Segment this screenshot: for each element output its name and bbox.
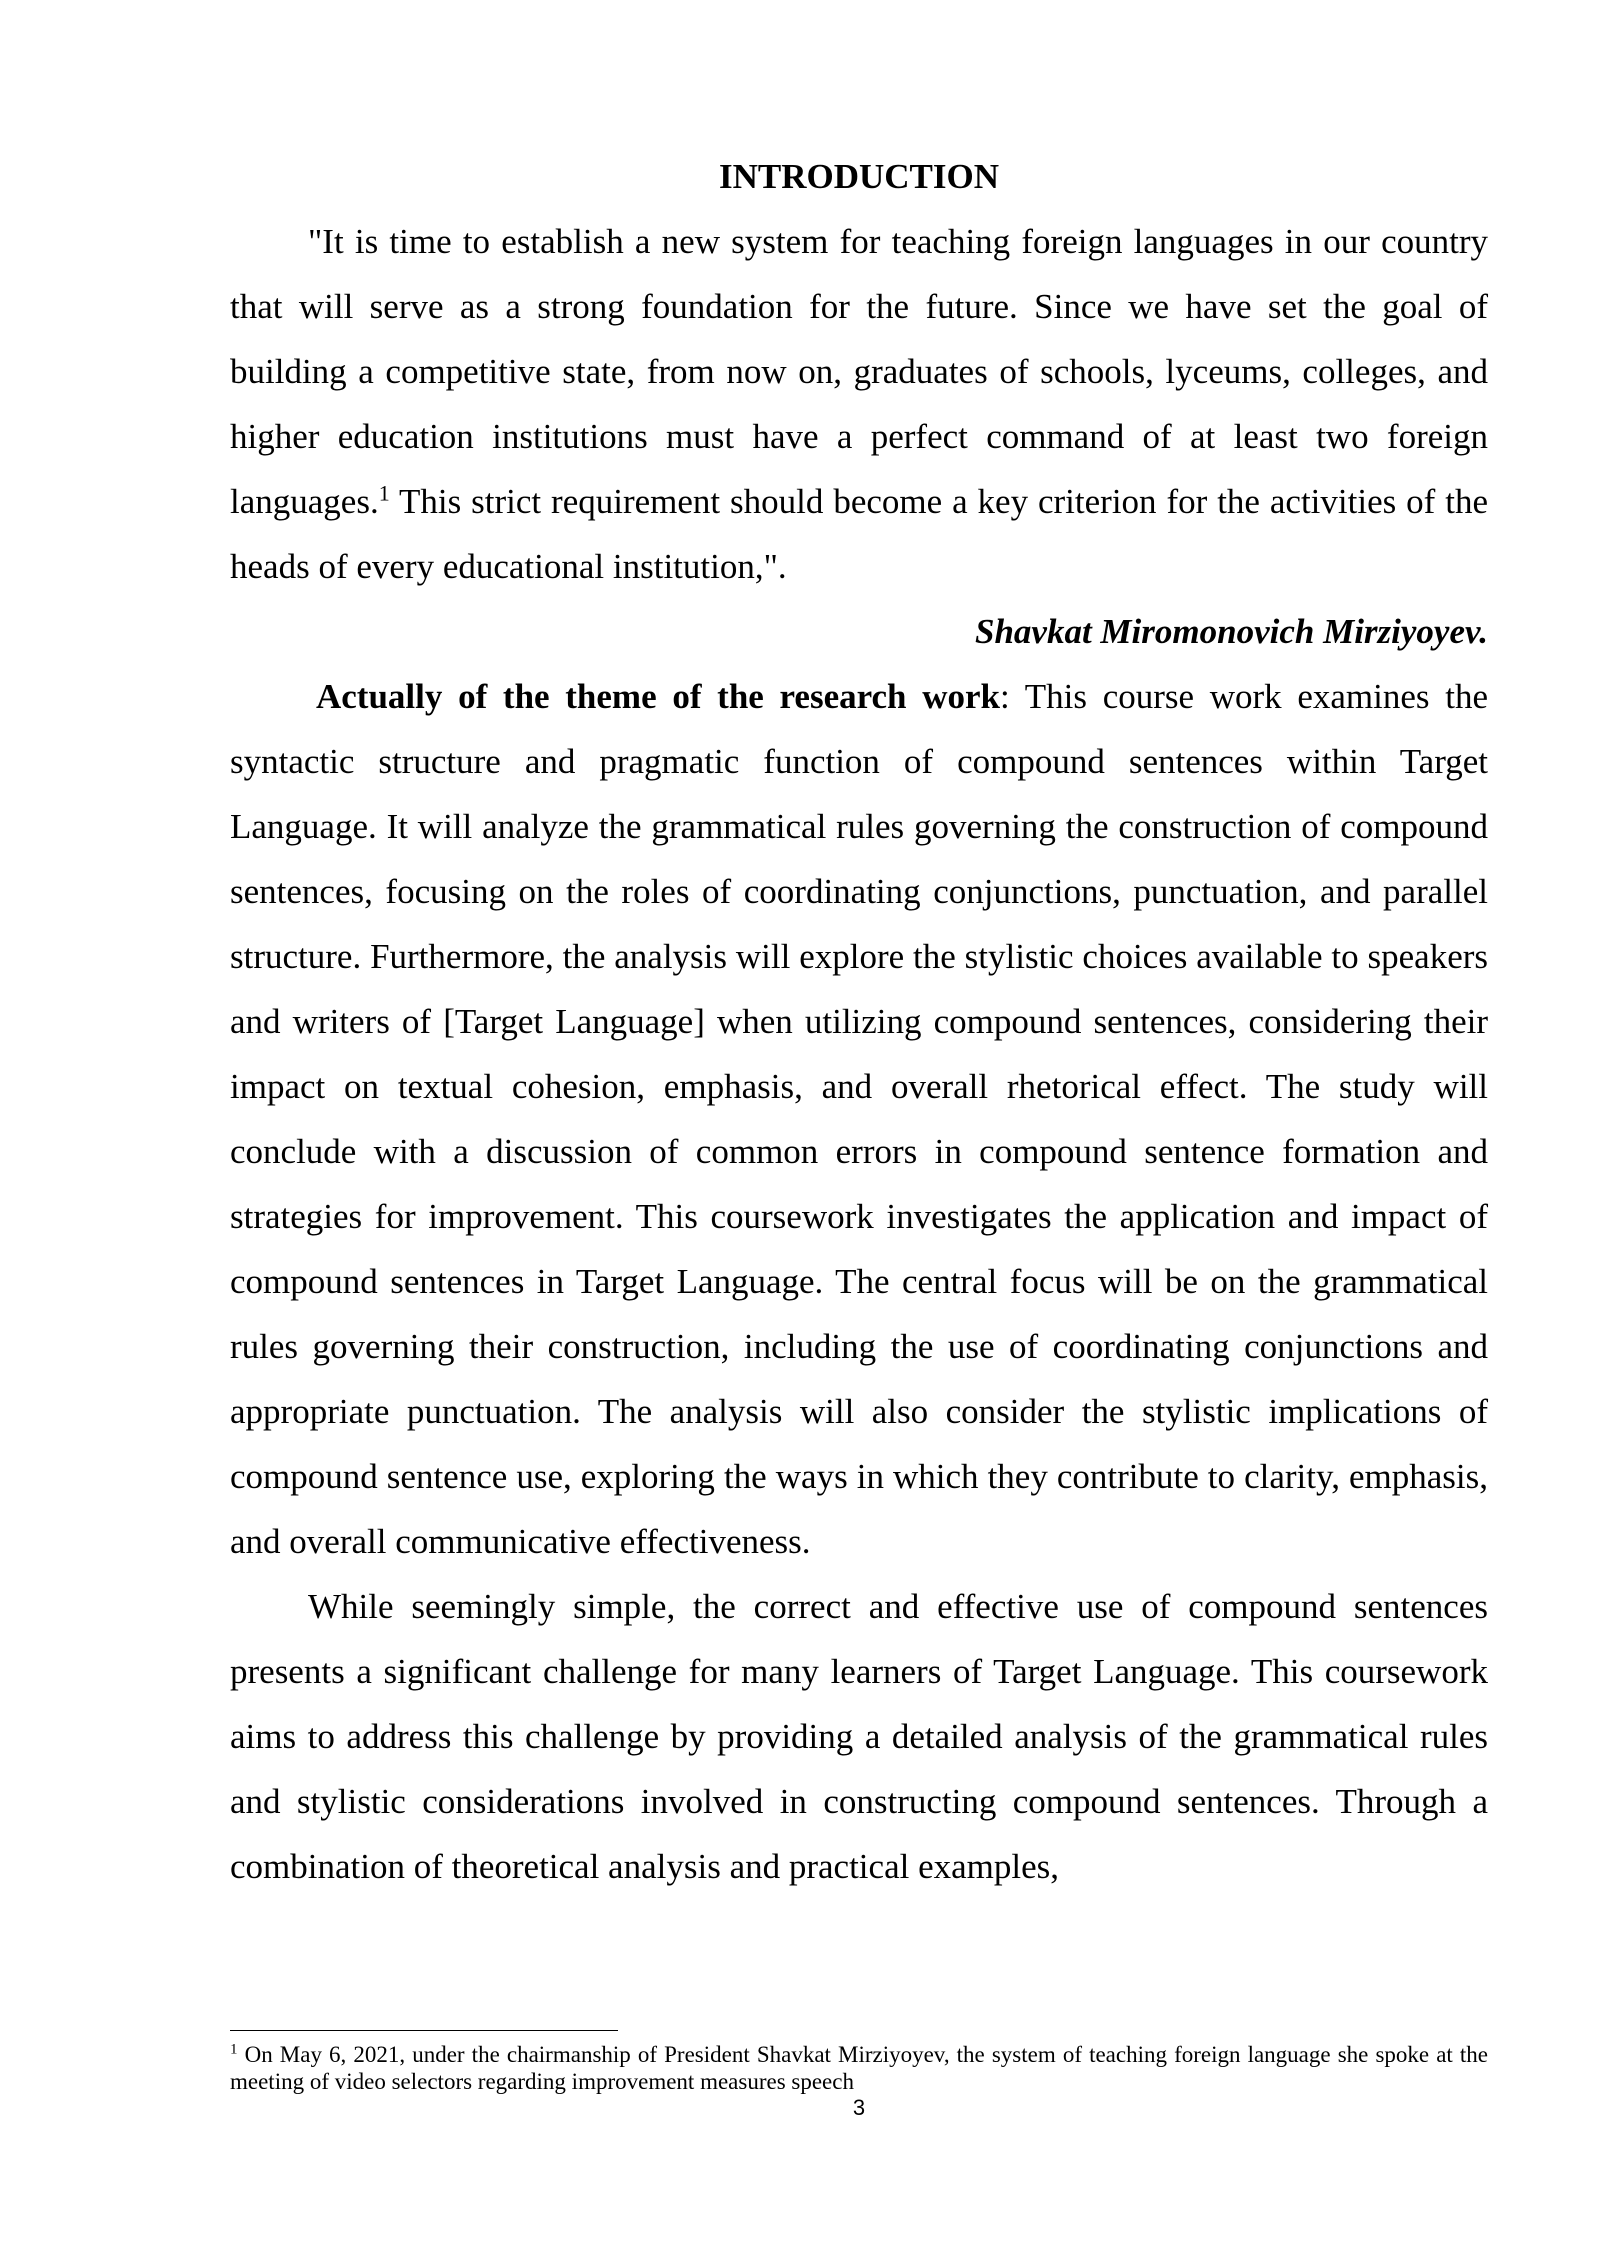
quote-text: "It is time to establish a new system for teaching foreign languages in our country that will serve as a strong foundation for the future. Since we have set the goal of building a competitive state, from now on, graduates of schools, lyceums, colleges, and higher education institutions must have a perfect command of at least two foreign languages.: [230, 222, 1488, 521]
relevance-text: : This course work examines the syntactic structure and pragmatic function of compound sentences within Target Language. It will analyze the grammatical rules governing the construction of compound sentences, focusing on the roles of coordinating conjunctions, punctuation, and parallel structure. Furthermore, the analysis will explore the stylistic choices available to speakers and writers of [Target Language] when utilizing compound sentences, considering their impact on textual cohesion, emphasis, and overall rhetorical effect. The study will conclude with a discussion of common errors in compound sentence formation and strategies for improvement. This coursework investigates the application and impact of compound sentences in Target Language. The central focus will be on the grammatical rules governing their construction, including the use of coordinating conjunctions and appropriate punctuation. The analysis will also consider the stylistic implications of compound sentence use, exploring the ways in which they contribute to clarity, emphasis, and overall communicative effectiveness.: [230, 677, 1488, 1561]
epigraph-quote: [230, 209, 1488, 599]
page-number: 3: [852, 2095, 866, 2120]
relevance-paragraph: [230, 664, 1488, 1574]
main-text: [230, 144, 1488, 1899]
footnote-separator: [230, 2030, 618, 2031]
footnote-text: On May 6, 2021, under the chairmanship of President Shavkat Mirziyoyev, the system of teaching foreign language she spoke at the meeting of video selectors regarding improvement measures speech: [230, 2042, 1488, 2094]
quote-attribution: Shavkat Miromonovich Mirziyoyev.: [974, 612, 1488, 651]
section-title: INTRODUCTION: [718, 157, 1000, 196]
quote-text-continued: This strict requirement should become a key criterion for the activities of the heads of every educational institution,".: [230, 482, 1488, 586]
relevance-lead: Actually of the theme of the research work: [316, 677, 1000, 716]
footnote-marker: 1: [230, 2041, 238, 2058]
footnote-reference[interactable]: 1: [378, 480, 390, 506]
body-paragraph: While seemingly simple, the correct and effective use of compound sentences presents a significant challenge for many learners of Target Language. This coursework aims to address this challenge by providing a detailed analysis of the grammatical rules and stylistic considerations involved in constructing compound sentences. Through a combination of theoretical analysis and practical examples,: [230, 1587, 1488, 1886]
footnote: [230, 2041, 1488, 2095]
